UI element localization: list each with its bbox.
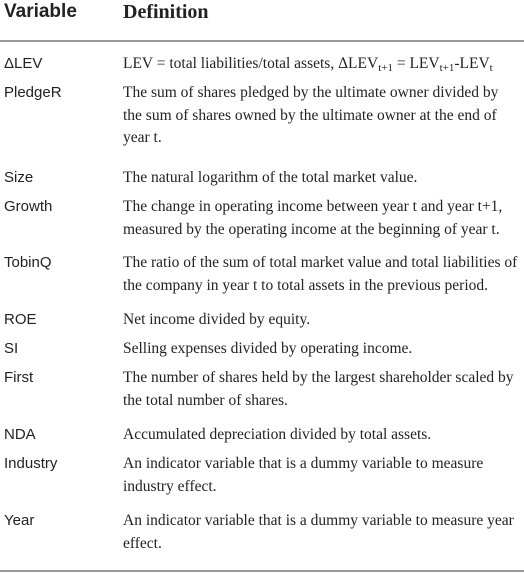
variable-definition: The change in operating income between year t and year t+1, measured by the operating income at the beginning of year t.	[123, 198, 503, 238]
variable-name: First	[4, 369, 34, 386]
variable-name: Size	[4, 169, 34, 186]
variable-name: NDA	[4, 426, 36, 443]
variable-definition: Net income divided by equity.	[123, 311, 311, 328]
variable-definition: Selling expenses divided by operating income.	[123, 340, 413, 357]
variable-definition: An indicator variable that is a dummy variable to measure industry effect.	[123, 455, 484, 495]
variable-definition: The number of shares held by the largest shareholder scaled by the total number of shares.	[123, 369, 514, 409]
table-header	[0, 0, 524, 42]
variable-definition: The natural logarithm of the total market value.	[123, 169, 418, 186]
variable-name: ROE	[4, 311, 37, 328]
variable-definition: An indicator variable that is a dummy variable to measure year effect.	[123, 512, 514, 552]
header-variable: Variable	[4, 1, 77, 22]
variable-name: PledgeR	[4, 84, 62, 101]
header-definition: Definition	[123, 1, 209, 23]
variable-definition: Accumulated depreciation divided by total assets.	[123, 426, 432, 443]
variable-name: SI	[4, 340, 19, 357]
table-bottom-rule	[0, 570, 524, 572]
variable-name: TobinQ	[4, 254, 52, 271]
variable-name: Growth	[4, 198, 53, 215]
variable-name: Year	[4, 512, 35, 529]
variable-definition: The sum of shares pledged by the ultimate owner divided by the sum of shares owned by the ultimate owner at the end of year t.	[123, 84, 499, 147]
variable-name: Industry	[4, 455, 58, 472]
variable-definition: LEV = total liabilities/total assets, $\Delta LEV_{t+1} = LEV_{t+1}-LEV_t$	[123, 55, 493, 74]
variable-definition: The ratio of the sum of total market value and total liabilities of the company in year t to total assets in the previous period.	[123, 254, 518, 294]
variable-name: ΔLEV	[4, 55, 43, 72]
